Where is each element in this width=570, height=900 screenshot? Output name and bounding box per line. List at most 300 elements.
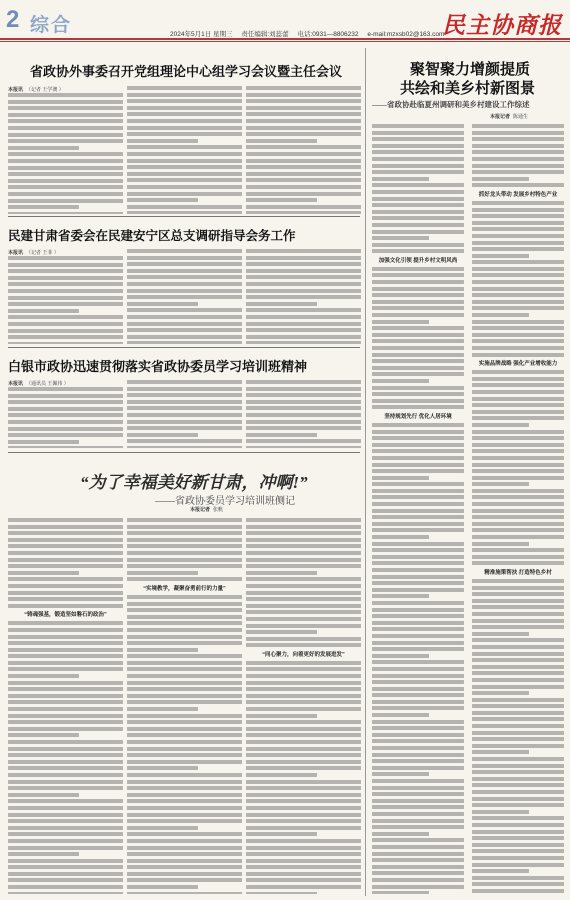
text-line	[372, 476, 429, 480]
text-line	[246, 178, 361, 182]
text-line	[8, 584, 123, 588]
text-line	[8, 760, 123, 764]
text-line	[372, 386, 464, 390]
text-line	[372, 346, 464, 350]
text-line	[372, 660, 464, 664]
text-line	[127, 892, 242, 894]
text-line	[127, 615, 242, 619]
text-line	[372, 568, 464, 572]
text-line	[372, 216, 464, 220]
text-line	[472, 770, 564, 774]
text-line	[246, 192, 361, 196]
text-line	[372, 124, 464, 128]
text-line	[246, 727, 361, 731]
text-line	[8, 205, 79, 209]
text-line	[472, 346, 564, 350]
text-line	[246, 643, 361, 647]
text-line	[127, 269, 242, 273]
text-line	[127, 205, 242, 209]
text-line	[372, 150, 464, 154]
text-line	[472, 502, 564, 506]
text-line	[127, 760, 242, 764]
text-line	[472, 436, 564, 440]
text-line	[472, 619, 564, 623]
text-line	[246, 126, 361, 130]
text-line	[127, 551, 242, 555]
text-line	[127, 727, 242, 731]
text-line	[372, 805, 464, 809]
text-line	[246, 132, 361, 136]
text-line	[472, 889, 564, 893]
text-line	[127, 661, 242, 665]
text-line	[472, 783, 564, 787]
text-line	[472, 482, 529, 486]
feature-subhead-3: “同心聚力，向着更好的发展进发”	[262, 651, 345, 658]
text-line	[472, 823, 564, 827]
text-line	[127, 413, 242, 417]
text-line	[372, 667, 464, 671]
text-line	[246, 289, 361, 293]
text-line	[472, 632, 529, 636]
text-line	[8, 427, 123, 431]
text-line	[372, 878, 464, 882]
masthead-rule-thin	[0, 41, 570, 42]
text-line	[8, 641, 123, 645]
text-line	[472, 397, 564, 401]
text-line	[472, 410, 564, 414]
text-line	[372, 627, 464, 631]
text-line	[372, 280, 464, 284]
text-line	[372, 871, 464, 875]
text-line	[372, 273, 464, 277]
text-line	[472, 869, 529, 873]
text-line	[127, 766, 198, 770]
text-line	[127, 112, 242, 116]
text-line	[372, 339, 464, 343]
text-line	[372, 621, 464, 625]
right-col-1	[372, 124, 464, 894]
text-line	[372, 157, 464, 161]
text-line	[246, 878, 361, 882]
article-1-byline: 本报讯 （记者 王学澳 ）	[8, 87, 64, 93]
text-line	[246, 786, 361, 790]
text-line	[372, 463, 464, 467]
right-subhead-4: 实施品牌战略 强化产业增收能力	[478, 361, 558, 368]
text-line	[127, 872, 242, 876]
text-line	[246, 630, 317, 634]
text-line	[127, 380, 242, 384]
text-line	[246, 865, 361, 869]
text-line	[246, 892, 317, 894]
text-line	[8, 531, 123, 535]
text-line	[127, 780, 242, 784]
text-line	[246, 799, 361, 803]
text-line	[127, 322, 242, 326]
text-line	[246, 406, 361, 410]
right-title-2: 共绘和美乡村新图景	[400, 81, 536, 97]
text-line	[127, 198, 198, 202]
text-line	[472, 476, 564, 480]
text-line	[472, 273, 564, 277]
text-line	[246, 86, 361, 90]
feature-title: “为了幸福美好新甘肃，冲啊!”	[80, 473, 308, 492]
feature-byline: 本报记者 张帆	[190, 507, 224, 513]
text-line	[472, 333, 564, 337]
text-line	[127, 799, 242, 803]
text-line	[246, 885, 361, 889]
text-line	[127, 315, 242, 319]
text-line	[246, 667, 361, 671]
text-line	[8, 799, 123, 803]
text-line	[246, 720, 361, 724]
text-line	[246, 269, 361, 273]
text-line	[472, 495, 564, 499]
text-line	[472, 144, 564, 148]
text-line	[472, 605, 564, 609]
text-line	[246, 733, 361, 737]
text-line	[472, 403, 564, 407]
text-line	[127, 93, 242, 97]
text-line	[8, 700, 123, 704]
text-line	[127, 839, 242, 843]
text-line	[8, 159, 123, 163]
text-line	[472, 737, 564, 741]
text-line	[8, 727, 123, 731]
text-line	[372, 236, 429, 240]
text-line	[8, 133, 123, 137]
text-line	[372, 891, 429, 894]
text-line	[8, 654, 123, 658]
text-line	[472, 555, 564, 559]
text-line	[127, 714, 242, 718]
text-line	[8, 773, 123, 777]
right-subhead-1: 加强文化引领 提升乡村文明风尚	[378, 257, 458, 264]
text-line	[372, 772, 429, 776]
text-line	[127, 635, 242, 639]
text-line	[372, 601, 464, 605]
text-line	[8, 667, 123, 671]
text-line	[127, 159, 242, 163]
text-line	[246, 558, 361, 562]
divider	[8, 216, 360, 217]
issue-email: e-mail:mzxsb02@163.com	[367, 31, 445, 38]
text-line	[246, 93, 361, 97]
text-line	[8, 872, 123, 876]
text-line	[372, 575, 464, 579]
text-line	[8, 335, 123, 339]
text-line	[372, 594, 429, 598]
text-line	[246, 308, 361, 312]
text-line	[8, 289, 123, 293]
text-line	[472, 469, 564, 473]
text-line	[472, 131, 564, 135]
text-line	[8, 166, 123, 170]
text-line	[372, 588, 464, 592]
text-line	[127, 126, 242, 130]
text-line	[472, 535, 564, 539]
text-line	[472, 456, 564, 460]
text-line	[8, 813, 123, 817]
text-line	[127, 621, 242, 625]
text-line	[246, 839, 361, 843]
text-line	[8, 113, 123, 117]
article-1-title: 省政协外事委召开党组理论中心组学习会议暨主任会议	[30, 64, 343, 79]
text-line	[472, 326, 564, 330]
text-line	[8, 296, 123, 300]
feature-col-2	[127, 518, 242, 894]
text-line	[472, 685, 564, 689]
section-name: 综合	[30, 15, 73, 36]
text-line	[472, 313, 529, 317]
text-line	[372, 759, 464, 763]
text-line	[127, 439, 242, 443]
text-line	[8, 793, 79, 797]
right-title-1: 聚智聚力增颜提质	[410, 62, 531, 78]
text-line	[372, 183, 464, 187]
text-line	[246, 119, 361, 123]
article-3-byline: 本报讯 （通讯员 王佩伟 ）	[8, 381, 69, 387]
text-line	[472, 797, 564, 801]
text-line	[246, 139, 317, 143]
masthead-rule	[0, 38, 570, 40]
text-line	[372, 674, 464, 678]
text-line	[472, 234, 564, 238]
text-line	[127, 700, 242, 704]
text-line	[472, 638, 564, 642]
text-line	[127, 813, 242, 817]
text-line	[372, 542, 464, 546]
text-line	[372, 177, 429, 181]
text-line	[246, 637, 361, 641]
text-line	[246, 256, 361, 260]
masthead	[0, 0, 570, 44]
text-line	[372, 495, 464, 499]
text-line	[372, 852, 464, 856]
text-line	[8, 865, 123, 869]
text-line	[8, 192, 123, 196]
text-line	[472, 370, 564, 374]
text-line	[472, 208, 564, 212]
text-line	[472, 320, 564, 324]
text-line	[472, 241, 564, 245]
text-line	[8, 747, 123, 751]
text-line	[8, 269, 123, 273]
text-line	[8, 126, 123, 130]
text-line	[127, 667, 242, 671]
text-line	[372, 423, 464, 427]
text-line	[472, 750, 529, 754]
text-line	[8, 538, 123, 542]
article-2-col-2	[127, 249, 242, 344]
text-line	[8, 146, 79, 150]
text-line	[246, 413, 361, 417]
text-line	[472, 383, 564, 387]
text-line	[372, 838, 464, 842]
text-line	[8, 661, 123, 665]
text-line	[8, 621, 123, 625]
text-line	[127, 773, 242, 777]
text-line	[127, 648, 198, 652]
feature-subtitle: ——省政协委员学习培训班侧记	[155, 496, 295, 507]
text-line	[472, 612, 564, 616]
text-line	[127, 571, 198, 575]
text-line	[127, 878, 242, 882]
text-line	[372, 333, 464, 337]
text-line	[472, 183, 564, 187]
text-line	[8, 558, 123, 562]
text-line	[127, 406, 242, 410]
text-line	[8, 407, 123, 411]
article-1-col-1	[8, 86, 123, 214]
text-line	[472, 254, 529, 258]
text-line	[246, 584, 361, 588]
text-line	[472, 724, 564, 728]
text-line	[372, 528, 464, 532]
text-line	[8, 859, 123, 863]
text-line	[8, 714, 123, 718]
text-line	[127, 538, 242, 542]
text-line	[472, 856, 564, 860]
text-line	[8, 674, 79, 678]
text-line	[127, 786, 242, 790]
text-line	[8, 571, 79, 575]
text-line	[8, 282, 123, 286]
text-line	[246, 766, 361, 770]
text-line	[246, 380, 361, 384]
right-subhead-2: 坚持规划先行 优化人居环境	[384, 413, 452, 420]
text-line	[472, 698, 564, 702]
text-line	[246, 571, 317, 575]
text-line	[127, 185, 242, 189]
text-line	[372, 436, 464, 440]
page-number: 2	[6, 6, 20, 33]
text-line	[127, 302, 198, 306]
text-line	[8, 400, 123, 404]
text-line	[246, 832, 317, 836]
text-line	[8, 577, 123, 581]
text-line	[246, 617, 361, 621]
text-line	[127, 256, 242, 260]
text-line	[8, 309, 79, 313]
text-line	[246, 99, 361, 103]
text-line	[8, 199, 123, 203]
text-line	[372, 170, 464, 174]
text-line	[472, 339, 564, 343]
text-line	[127, 387, 242, 391]
text-line	[472, 658, 564, 662]
text-line	[8, 387, 123, 391]
text-line	[372, 287, 464, 291]
text-line	[127, 740, 242, 744]
text-line	[372, 243, 464, 247]
article-3-col-2	[127, 380, 242, 448]
text-line	[372, 819, 464, 823]
text-line	[8, 628, 123, 632]
text-line	[372, 779, 464, 783]
text-line	[246, 859, 361, 863]
text-line	[372, 825, 464, 829]
text-line	[472, 260, 564, 264]
text-line	[8, 839, 123, 843]
article-3-col-3	[246, 380, 361, 448]
text-line	[372, 858, 464, 862]
text-line	[127, 753, 242, 757]
text-line	[8, 597, 123, 601]
text-line	[472, 247, 564, 251]
text-line	[127, 608, 242, 612]
text-line	[372, 469, 464, 473]
text-line	[372, 548, 464, 552]
text-line	[246, 780, 361, 784]
text-line	[246, 852, 361, 856]
text-line	[8, 591, 123, 595]
text-line	[372, 249, 464, 253]
text-line	[8, 329, 123, 333]
text-line	[246, 185, 361, 189]
text-line	[472, 306, 564, 310]
text-line	[372, 535, 429, 539]
text-line	[246, 551, 361, 555]
text-line	[127, 106, 242, 110]
text-line	[246, 518, 361, 522]
text-line	[127, 577, 242, 581]
text-line	[472, 691, 529, 695]
text-line	[472, 764, 564, 768]
text-line	[246, 591, 361, 595]
text-line	[127, 564, 242, 568]
text-line	[8, 185, 123, 189]
text-line	[246, 295, 361, 299]
text-line	[246, 714, 317, 718]
text-line	[472, 509, 564, 513]
divider	[8, 347, 360, 348]
text-line	[127, 654, 242, 658]
text-line	[246, 577, 361, 581]
right-subhead-3: 抓好龙头带动 发展乡村特色产业	[478, 191, 558, 198]
text-line	[246, 661, 361, 665]
article-2-col-1	[8, 249, 123, 344]
text-line	[472, 515, 564, 519]
text-line	[246, 793, 361, 797]
text-line	[372, 726, 464, 730]
text-line	[472, 744, 564, 748]
text-line	[372, 131, 464, 135]
text-line	[472, 522, 564, 526]
text-line	[127, 826, 198, 830]
text-line	[246, 806, 361, 810]
text-line	[472, 528, 564, 532]
text-line	[8, 740, 123, 744]
right-byline: 本报记者 陈通生	[490, 114, 529, 120]
text-line	[127, 707, 198, 711]
text-line	[372, 654, 429, 658]
text-line	[472, 280, 564, 284]
text-line	[8, 786, 123, 790]
text-line	[127, 793, 242, 797]
text-line	[472, 293, 564, 297]
text-line	[246, 433, 317, 437]
article-1-col-3	[246, 86, 361, 214]
text-line	[246, 152, 361, 156]
text-line	[372, 832, 429, 836]
text-line	[472, 390, 564, 394]
text-line	[246, 302, 317, 306]
issue-info	[170, 29, 451, 38]
right-subhead-5: 精准施策帮扶 打造特色乡村	[484, 570, 552, 576]
text-line	[372, 885, 464, 889]
text-line	[8, 212, 123, 214]
text-line	[8, 440, 79, 444]
